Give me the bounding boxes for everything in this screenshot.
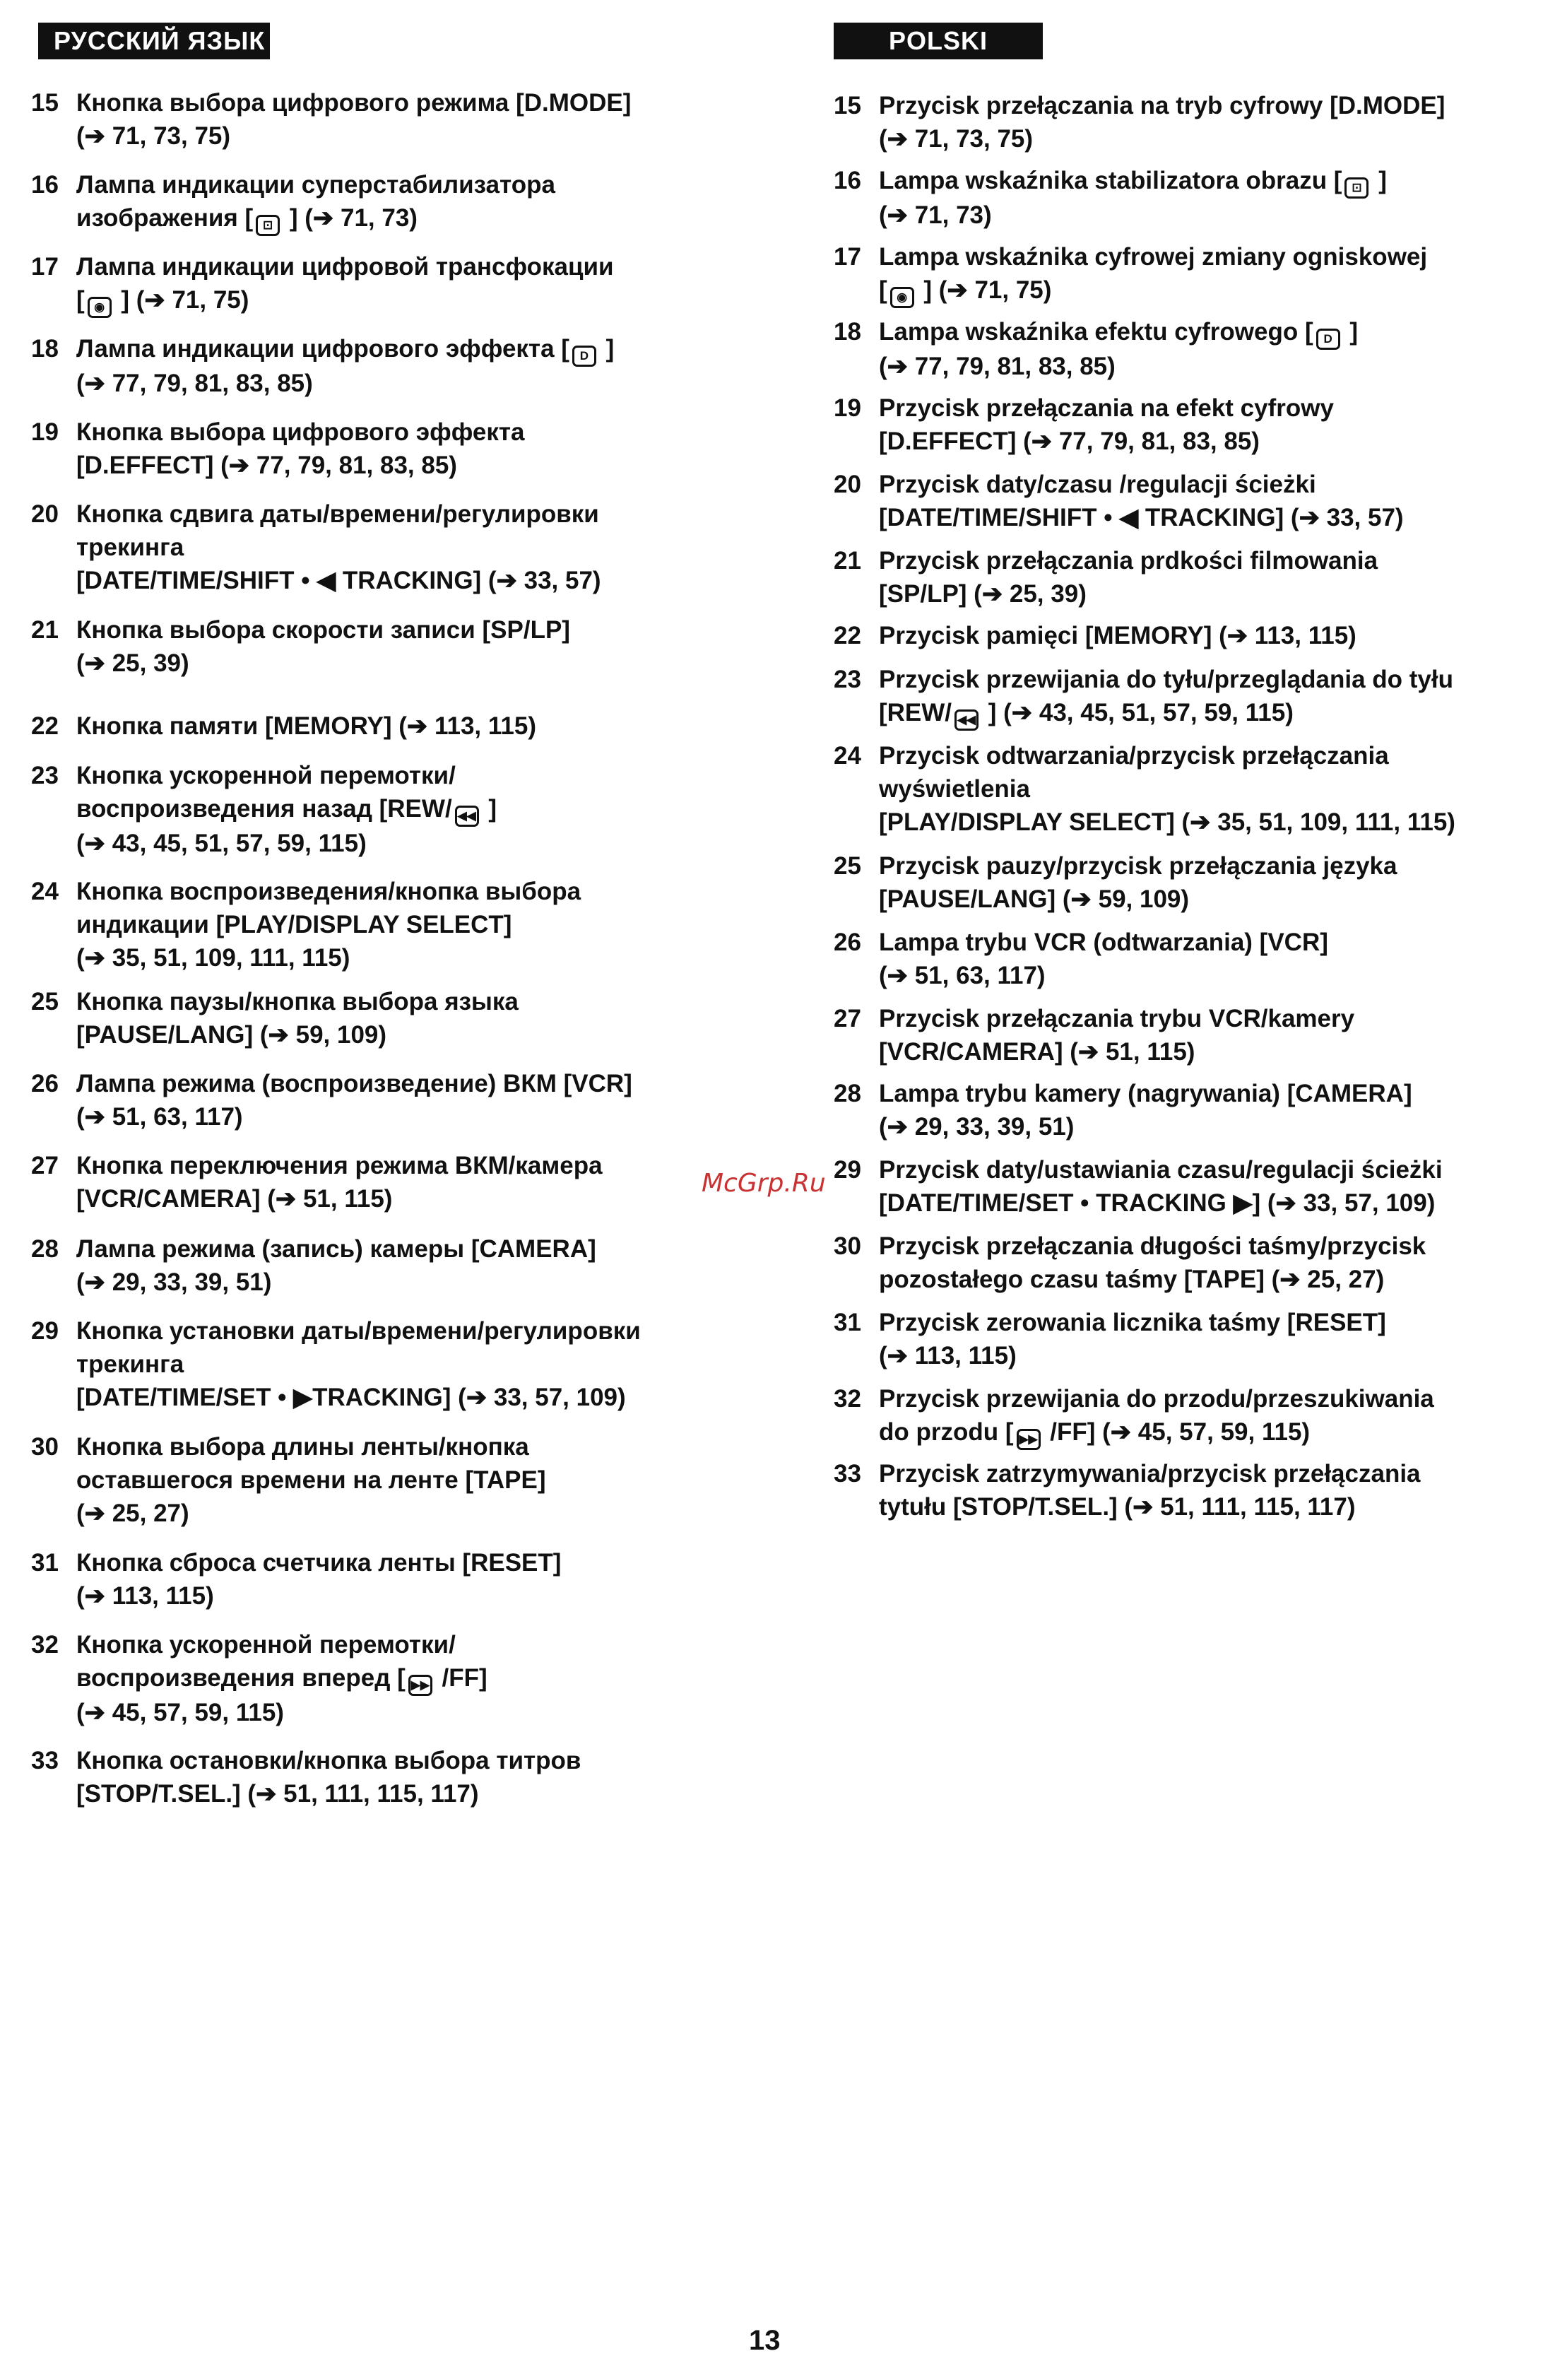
list-item (28, 1628, 735, 1729)
item-line: индикации [PLAY/DISPLAY SELECT] (76, 911, 512, 938)
item-text (879, 544, 1540, 611)
item-line: do przodu [ ▶▶ /FF] (➔ 45, 57, 59, 115) (879, 1415, 1540, 1450)
list-item (28, 1744, 735, 1810)
list-item (834, 391, 1540, 458)
list-item (28, 86, 735, 153)
item-line: Lampa wskaźnika efektu cyfrowego [ D ] (879, 315, 1540, 350)
item-line: Кнопка ускоренной перемотки/ (76, 1631, 456, 1659)
item-line: Przycisk pamięci [MEMORY] (➔ 113, 115) (879, 622, 1356, 649)
item-line: Лампа режима (воспроизведение) ВКМ [VCR] (76, 1070, 632, 1097)
list-item (834, 164, 1540, 232)
item-number: 16 (834, 167, 861, 194)
list-item (28, 985, 735, 1051)
item-number: 18 (31, 335, 59, 363)
item-text (879, 619, 1540, 652)
item-line: [SP/LP] (➔ 25, 39) (879, 580, 1087, 608)
item-number: 24 (834, 742, 861, 770)
item-number: 21 (834, 547, 861, 575)
list-item (28, 497, 735, 597)
item-text (76, 1067, 735, 1133)
item-number: 22 (834, 622, 861, 649)
list-item (834, 1382, 1540, 1450)
item-line: [D.EFFECT] (➔ 77, 79, 81, 83, 85) (879, 428, 1260, 455)
item-number: 24 (31, 878, 59, 905)
item-line: [DATE/TIME/SHIFT • ◀ TRACKING] (➔ 33, 57) (879, 504, 1404, 531)
item-text (879, 315, 1540, 383)
item-line: [ ◉ ] (➔ 71, 75) (76, 283, 735, 318)
list-item (28, 1067, 735, 1133)
item-number: 31 (31, 1549, 59, 1577)
list-item (834, 739, 1540, 839)
item-number: 25 (834, 852, 861, 880)
list-item (28, 250, 735, 318)
list-item (28, 759, 735, 860)
item-line: [DATE/TIME/SHIFT • ◀ TRACKING] (➔ 33, 57) (76, 567, 601, 594)
item-text (76, 1744, 735, 1810)
fast-forward-icon: ▶▶ (1017, 1429, 1041, 1450)
item-text (879, 89, 1540, 155)
item-number: 29 (834, 1156, 861, 1184)
item-line: (➔ 29, 33, 39, 51) (879, 1113, 1075, 1141)
item-text (76, 709, 735, 743)
list-item (834, 619, 1540, 652)
item-number: 26 (834, 929, 861, 956)
item-text (76, 332, 735, 400)
item-line: Кнопка переключения режима ВКМ/камера (76, 1152, 603, 1179)
item-line: [REW/ ◀◀ ] (➔ 43, 45, 51, 57, 59, 115) (879, 696, 1540, 731)
item-line: (➔ 29, 33, 39, 51) (76, 1268, 272, 1296)
item-line: Przycisk przewijania do przodu/przeszukiwania (879, 1385, 1434, 1413)
item-line: [PLAY/DISPLAY SELECT] (➔ 35, 51, 109, 111, 115) (879, 808, 1455, 836)
item-number: 17 (834, 243, 861, 271)
item-line: [D.EFFECT] (➔ 77, 79, 81, 83, 85) (76, 452, 457, 479)
item-text (879, 663, 1540, 731)
item-text (879, 849, 1540, 916)
item-text (879, 1457, 1540, 1524)
list-item (834, 1077, 1540, 1143)
list-item (28, 613, 735, 680)
item-text (76, 875, 735, 974)
item-number: 28 (31, 1235, 59, 1263)
item-line: оставшегося времени на ленте [TAPE] (76, 1466, 546, 1494)
list-item (834, 1230, 1540, 1296)
list-item (834, 544, 1540, 611)
list-item (28, 1232, 735, 1299)
rewind-icon: ◀◀ (455, 806, 479, 827)
item-number: 32 (31, 1631, 59, 1659)
item-text (76, 1149, 735, 1215)
item-line: Кнопка установки даты/времени/регулировки (76, 1317, 641, 1345)
item-line: Przycisk przełączania trybu VCR/kamery (879, 1005, 1355, 1032)
item-line: (➔ 71, 73) (879, 201, 992, 229)
item-line: [VCR/CAMERA] (➔ 51, 115) (879, 1038, 1195, 1066)
list-item (834, 1457, 1540, 1524)
item-line: (➔ 71, 73, 75) (76, 122, 231, 150)
item-line: Кнопка выбора длины ленты/кнопка (76, 1433, 529, 1461)
item-number: 21 (31, 616, 59, 644)
item-line: Лампа режима (запись) камеры [CAMERA] (76, 1235, 596, 1263)
item-line: Лампа индикации цифрового эффекта [ D ] (76, 332, 735, 367)
list-item (28, 332, 735, 400)
item-line: Przycisk przełączania długości taśmy/przycisk (879, 1232, 1426, 1260)
list-item (28, 709, 735, 743)
item-number: 20 (834, 471, 861, 498)
item-line: (➔ 71, 73, 75) (879, 125, 1034, 153)
list-item (28, 168, 735, 236)
item-text (76, 1546, 735, 1613)
item-line: (➔ 51, 63, 117) (76, 1103, 243, 1131)
item-line: трекинга (76, 534, 184, 561)
item-number: 27 (834, 1005, 861, 1032)
item-line: [DATE/TIME/SET • ▶TRACKING] (➔ 33, 57, 109) (76, 1384, 626, 1411)
list-item (28, 1546, 735, 1613)
page-number: 13 (749, 2325, 781, 2356)
item-line: Przycisk przełączania prdkości filmowania (879, 547, 1378, 575)
item-line: (➔ 45, 57, 59, 115) (76, 1699, 284, 1726)
item-text (76, 1628, 735, 1729)
item-number: 15 (834, 92, 861, 119)
list-item (28, 875, 735, 974)
item-line: Przycisk zerowania licznika taśmy [RESET] (879, 1309, 1386, 1336)
polish-header: POLSKI (834, 23, 1043, 59)
item-number: 26 (31, 1070, 59, 1097)
item-line: pozostałego czasu taśmy [TAPE] (➔ 25, 27) (879, 1266, 1385, 1293)
item-text (76, 759, 735, 860)
item-line: [STOP/T.SEL.] (➔ 51, 111, 115, 117) (76, 1780, 479, 1808)
item-line: Лампа индикации суперстабилизатора (76, 171, 555, 199)
item-line: Przycisk odtwarzania/przycisk przełączania (879, 742, 1389, 770)
item-text (879, 1153, 1540, 1220)
item-line: воспроизведения назад [REW/ ◀◀ ] (76, 792, 735, 827)
item-number: 27 (31, 1152, 59, 1179)
item-text (76, 416, 735, 482)
item-number: 32 (834, 1385, 861, 1413)
item-line: (➔ 77, 79, 81, 83, 85) (76, 370, 313, 397)
list-item (28, 416, 735, 482)
item-line: Кнопка сдвига даты/времени/регулировки (76, 500, 599, 528)
list-item (834, 849, 1540, 916)
fast-forward-icon: ▶▶ (408, 1675, 432, 1696)
item-line: трекинга (76, 1350, 184, 1378)
item-line: (➔ 77, 79, 81, 83, 85) (879, 353, 1116, 380)
item-line: [DATE/TIME/SET • TRACKING ▶] (➔ 33, 57, 109) (879, 1189, 1436, 1217)
list-item (834, 468, 1540, 534)
item-line: Lampa trybu kamery (nagrywania) [CAMERA] (879, 1080, 1412, 1107)
item-line: Przycisk daty/ustawiania czasu/regulacji ścieżki (879, 1156, 1443, 1184)
item-number: 30 (834, 1232, 861, 1260)
item-text (879, 1382, 1540, 1450)
item-text (879, 1002, 1540, 1068)
item-text (76, 985, 735, 1051)
item-line: Przycisk przewijania do tyłu/przeglądania do tyłu (879, 666, 1453, 693)
item-line: Кнопка остановки/кнопка выбора титров (76, 1747, 581, 1774)
digital-zoom-icon: ◉ (890, 287, 914, 308)
item-line: Przycisk przełączania na tryb cyfrowy [D.MODE] (879, 92, 1446, 119)
list-item (834, 663, 1540, 731)
item-number: 31 (834, 1309, 861, 1336)
list-item (28, 1314, 735, 1414)
list-item (834, 1153, 1540, 1220)
item-line: Przycisk pauzy/przycisk przełączania języka (879, 852, 1397, 880)
list-item (834, 240, 1540, 308)
item-text (76, 250, 735, 318)
item-text (879, 468, 1540, 534)
item-text (76, 613, 735, 680)
digital-zoom-icon: ◉ (88, 297, 112, 318)
list-item (834, 1002, 1540, 1068)
item-number: 22 (31, 712, 59, 740)
list-item (28, 1430, 735, 1530)
list-item (834, 926, 1540, 992)
item-line: [PAUSE/LANG] (➔ 59, 109) (879, 885, 1190, 913)
item-text (879, 926, 1540, 992)
item-number: 33 (31, 1747, 59, 1774)
item-text (879, 164, 1540, 232)
digital-effect-icon: D (1316, 329, 1340, 350)
item-text (76, 86, 735, 153)
item-line: Lampa wskaźnika stabilizatora obrazu [ ⊡ ] (879, 164, 1540, 199)
item-text (879, 1230, 1540, 1296)
item-line: Przycisk zatrzymywania/przycisk przełączania (879, 1460, 1421, 1488)
item-line: wyświetlenia (879, 775, 1030, 803)
item-line: Кнопка выбора скорости записи [SP/LP] (76, 616, 570, 644)
item-line: [VCR/CAMERA] (➔ 51, 115) (76, 1185, 393, 1213)
item-text (879, 1077, 1540, 1143)
item-text (879, 1306, 1540, 1372)
item-number: 15 (31, 89, 59, 117)
item-text (76, 1314, 735, 1414)
item-number: 17 (31, 253, 59, 281)
item-number: 19 (834, 394, 861, 422)
item-number: 16 (31, 171, 59, 199)
list-item (834, 89, 1540, 155)
item-number: 25 (31, 988, 59, 1015)
item-number: 19 (31, 418, 59, 446)
item-line: (➔ 25, 27) (76, 1500, 189, 1527)
item-number: 18 (834, 318, 861, 346)
item-text (76, 1232, 735, 1299)
item-line: (➔ 113, 115) (879, 1342, 1017, 1369)
item-line: tytułu [STOP/T.SEL.] (➔ 51, 111, 115, 117) (879, 1493, 1356, 1521)
stabilizer-icon: ⊡ (256, 215, 280, 236)
item-text (76, 1430, 735, 1530)
item-line: Кнопка паузы/кнопка выбора языка (76, 988, 519, 1015)
item-line: Лампа индикации цифровой трансфокации (76, 253, 614, 281)
item-line: (➔ 113, 115) (76, 1582, 214, 1610)
item-line: Кнопка ускоренной перемотки/ (76, 762, 456, 789)
stabilizer-icon: ⊡ (1344, 177, 1368, 199)
item-line: Lampa wskaźnika cyfrowej zmiany ogniskowej (879, 243, 1428, 271)
item-line: (➔ 35, 51, 109, 111, 115) (76, 944, 350, 972)
item-line: Lampa trybu VCR (odtwarzania) [VCR] (879, 929, 1328, 956)
item-line: Przycisk daty/czasu /regulacji ścieżki (879, 471, 1316, 498)
item-number: 30 (31, 1433, 59, 1461)
item-line: Кнопка выбора цифрового режима [D.MODE] (76, 89, 632, 117)
watermark: McGrp.Ru (702, 1169, 826, 1198)
item-line: Кнопка сброса счетчика ленты [RESET] (76, 1549, 562, 1577)
item-number: 33 (834, 1460, 861, 1488)
item-line: Кнопка воспроизведения/кнопка выбора (76, 878, 581, 905)
item-number: 23 (834, 666, 861, 693)
list-item (834, 315, 1540, 383)
item-line: (➔ 43, 45, 51, 57, 59, 115) (76, 830, 367, 857)
item-number: 28 (834, 1080, 861, 1107)
item-line: Кнопка памяти [MEMORY] (➔ 113, 115) (76, 712, 537, 740)
russian-header: РУССКИЙ ЯЗЫК (38, 23, 270, 59)
item-line: изображения [ ⊡ ] (➔ 71, 73) (76, 201, 735, 236)
item-line: воспроизведения вперед [ ▶▶ /FF] (76, 1661, 735, 1696)
digital-effect-icon: D (572, 346, 596, 367)
item-text (879, 240, 1540, 308)
item-number: 20 (31, 500, 59, 528)
item-text (879, 739, 1540, 839)
item-line: Кнопка выбора цифрового эффекта (76, 418, 525, 446)
item-line: [ ◉ ] (➔ 71, 75) (879, 273, 1540, 308)
item-text (76, 168, 735, 236)
item-text (76, 497, 735, 597)
rewind-icon: ◀◀ (954, 709, 979, 731)
list-item (28, 1149, 735, 1215)
item-number: 23 (31, 762, 59, 789)
item-line: (➔ 25, 39) (76, 649, 189, 677)
item-number: 29 (31, 1317, 59, 1345)
item-line: [PAUSE/LANG] (➔ 59, 109) (76, 1021, 387, 1049)
item-text (879, 391, 1540, 458)
item-line: Przycisk przełączania na efekt cyfrowy (879, 394, 1334, 422)
list-item (834, 1306, 1540, 1372)
item-line: (➔ 51, 63, 117) (879, 962, 1046, 989)
